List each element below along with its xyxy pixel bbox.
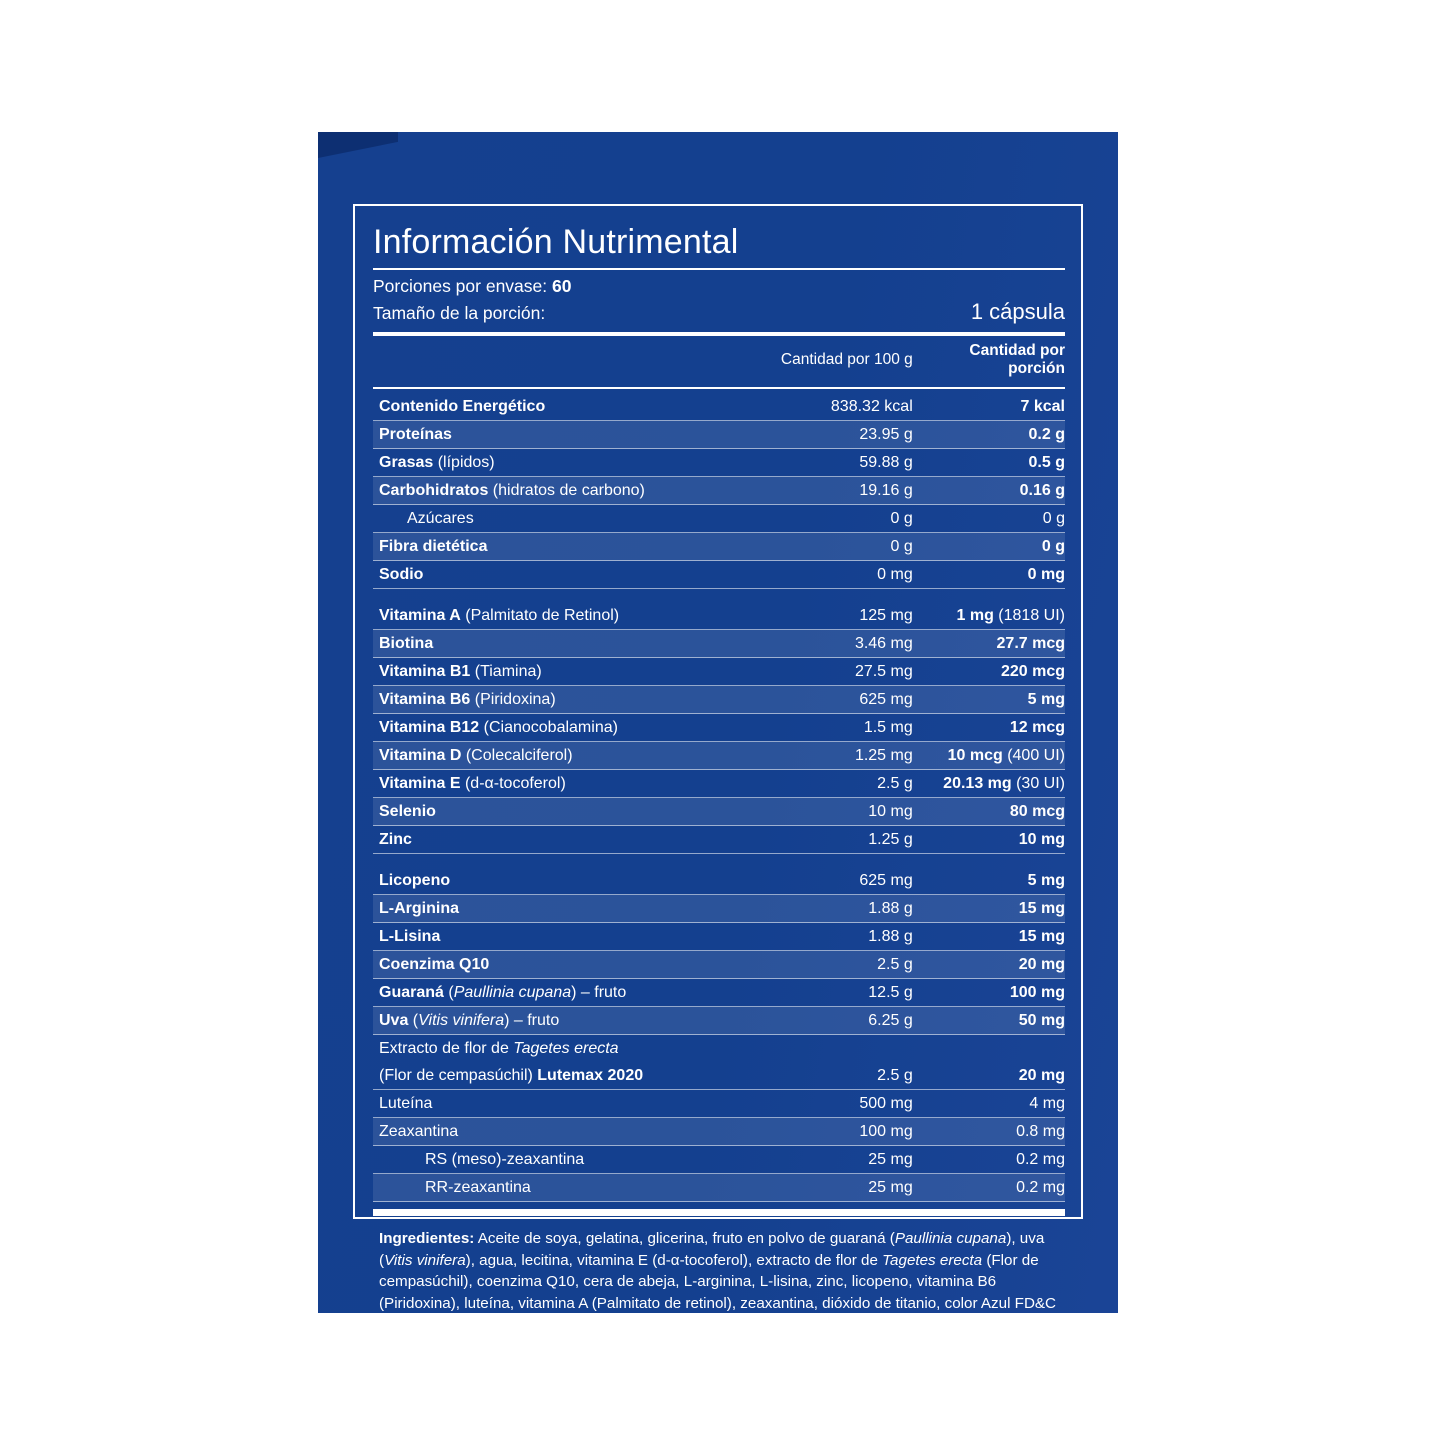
- table-row: [373, 686, 1065, 714]
- row-value-per-portion: 0.2 mg: [913, 1174, 1065, 1202]
- table-row: [373, 1118, 1065, 1146]
- row-nutrient-name: Uva (Vitis vinifera) – fruto: [373, 1007, 761, 1035]
- section-gap-1: [373, 589, 1065, 602]
- actives-table: [373, 867, 1065, 1035]
- title-divider: [373, 268, 1065, 270]
- table-row: [373, 477, 1065, 505]
- column-header-per-100g: Cantidad por 100 g: [780, 351, 913, 368]
- extract-value-per-portion: 20 mg: [913, 1062, 1065, 1090]
- table-row: [373, 533, 1065, 561]
- table-row: [373, 979, 1065, 1007]
- row-value-per-100g: 6.25 g: [761, 1007, 913, 1035]
- row-value-per-100g: 0 g: [761, 505, 913, 533]
- table-row: [373, 770, 1065, 798]
- column-header-nutrient: [373, 336, 761, 385]
- serving-size-label: Tamaño de la porción:: [373, 303, 546, 323]
- row-value-per-portion: 7 kcal: [913, 393, 1065, 421]
- extract-blank-portion: [913, 1035, 1065, 1062]
- table-row: [373, 826, 1065, 854]
- row-nutrient-name: Fibra dietética: [373, 533, 761, 561]
- row-nutrient-name: Vitamina B1 (Tiamina): [373, 658, 761, 686]
- table-row: [373, 658, 1065, 686]
- vitamins-table: [373, 602, 1065, 854]
- row-value-per-100g: 1.25 g: [761, 826, 913, 854]
- row-value-per-100g: 0 g: [761, 533, 913, 561]
- extract-title-row: [373, 1035, 1065, 1062]
- nutrition-table: [373, 336, 1065, 385]
- row-nutrient-name: Zeaxantina: [373, 1118, 761, 1146]
- table-row: [373, 602, 1065, 630]
- column-header-per-portion: Cantidad por porción: [969, 342, 1065, 377]
- servings-per-container: [373, 274, 1065, 299]
- row-value-per-portion: 0 g: [913, 533, 1065, 561]
- row-value-per-100g: 1.88 g: [761, 895, 913, 923]
- row-value-per-portion: 12 mcg: [913, 714, 1065, 742]
- row-value-per-100g: 100 mg: [761, 1118, 913, 1146]
- row-value-per-portion: 27.7 mcg: [913, 630, 1065, 658]
- row-nutrient-name: Selenio: [373, 798, 761, 826]
- extract-value-row: [373, 1062, 1065, 1090]
- table-row: [373, 742, 1065, 770]
- row-value-per-portion: 80 mcg: [913, 798, 1065, 826]
- row-nutrient-name: Proteínas: [373, 421, 761, 449]
- extract-title-line2: (Flor de cempasúchil) Lutemax 2020: [373, 1062, 761, 1090]
- servings-label: Porciones por envase:: [373, 276, 548, 296]
- ingredients-text: Aceite de soya, gelatina, glicerina, fruto en polvo de guaraná (Paullinia cupana), uva (Vitis vinifera), agua, lecitina, vitamina E (d-α-tocoferol), extracto de flor de Tagetes erecta (Flor de cempasúchil), coenzima Q10, cera de abeja, L-arginina, L-lisina, zinc, licopeno, vitamina B6 (Piridoxina), luteína, vitamina A (Palmitato de retinol), zeaxantina, dióxido de titanio, color Azul FD&C No. 1, etil vainillina, color rojo FD&C No. 40, selenio, vitamina B1 (Tiamina), biotina, vitamina B12 (Cianocobalamina), vitamina D (Colecalciferol).: [379, 1230, 1057, 1355]
- serving-size-row: [373, 299, 1065, 326]
- row-value-per-100g: 10 mg: [761, 798, 913, 826]
- row-value-per-100g: 500 mg: [761, 1090, 913, 1118]
- row-value-per-100g: 125 mg: [761, 602, 913, 630]
- extract-value-per-100g: 2.5 g: [761, 1062, 913, 1090]
- row-value-per-100g: 0 mg: [761, 561, 913, 589]
- row-value-per-100g: 3.46 mg: [761, 630, 913, 658]
- row-value-per-portion: 0.16 g: [913, 477, 1065, 505]
- row-nutrient-name: Azúcares: [373, 505, 761, 533]
- row-nutrient-name: Guaraná (Paullinia cupana) – fruto: [373, 979, 761, 1007]
- table-row: [373, 1090, 1065, 1118]
- table-row: [373, 1146, 1065, 1174]
- table-row: [373, 630, 1065, 658]
- ingredients-paragraph: [373, 1216, 1065, 1357]
- row-value-per-100g: 27.5 mg: [761, 658, 913, 686]
- row-value-per-portion: 20 mg: [913, 951, 1065, 979]
- row-value-per-portion: 220 mcg: [913, 658, 1065, 686]
- row-value-per-portion: 5 mg: [913, 867, 1065, 895]
- row-value-per-portion: 0.2 g: [913, 421, 1065, 449]
- servings-value: 60: [552, 276, 572, 296]
- row-nutrient-name: Sodio: [373, 561, 761, 589]
- row-value-per-portion: 20.13 mg (30 UI): [913, 770, 1065, 798]
- row-nutrient-name: Vitamina D (Colecalciferol): [373, 742, 761, 770]
- row-value-per-portion: 15 mg: [913, 923, 1065, 951]
- table-row: [373, 923, 1065, 951]
- row-nutrient-name: Carbohidratos (hidratos de carbono): [373, 477, 761, 505]
- row-nutrient-name: RS (meso)-zeaxantina: [373, 1146, 761, 1174]
- row-value-per-100g: 625 mg: [761, 686, 913, 714]
- row-value-per-portion: 0.8 mg: [913, 1118, 1065, 1146]
- row-nutrient-name: Contenido Energético: [373, 393, 761, 421]
- ingredients-divider: [373, 1209, 1065, 1216]
- table-row: [373, 951, 1065, 979]
- row-value-per-portion: 4 mg: [913, 1090, 1065, 1118]
- row-value-per-100g: 2.5 g: [761, 951, 913, 979]
- row-nutrient-name: Biotina: [373, 630, 761, 658]
- table-row: [373, 393, 1065, 421]
- row-value-per-100g: 25 mg: [761, 1174, 913, 1202]
- product-package-panel: [318, 132, 1118, 1355]
- table-row: [373, 1174, 1065, 1202]
- row-value-per-100g: 625 mg: [761, 867, 913, 895]
- row-value-per-portion: 10 mg: [913, 826, 1065, 854]
- row-nutrient-name: Zinc: [373, 826, 761, 854]
- row-nutrient-name: Vitamina A (Palmitato de Retinol): [373, 602, 761, 630]
- row-value-per-100g: 12.5 g: [761, 979, 913, 1007]
- table-row: [373, 421, 1065, 449]
- row-value-per-100g: 2.5 g: [761, 770, 913, 798]
- table-row: [373, 1007, 1065, 1035]
- row-nutrient-name: Grasas (lípidos): [373, 449, 761, 477]
- table-row: [373, 798, 1065, 826]
- row-nutrient-name: RR-zeaxantina: [373, 1174, 761, 1202]
- table-row: [373, 505, 1065, 533]
- row-nutrient-name: Vitamina E (d-α-tocoferol): [373, 770, 761, 798]
- row-value-per-100g: 1.5 mg: [761, 714, 913, 742]
- row-nutrient-name: Vitamina B12 (Cianocobalamina): [373, 714, 761, 742]
- row-value-per-portion: 0 mg: [913, 561, 1065, 589]
- row-nutrient-name: Coenzima Q10: [373, 951, 761, 979]
- table-header-row: [373, 336, 1065, 385]
- row-value-per-portion: 5 mg: [913, 686, 1065, 714]
- row-value-per-100g: 19.16 g: [761, 477, 913, 505]
- row-value-per-100g: 25 mg: [761, 1146, 913, 1174]
- row-nutrient-name: L-Arginina: [373, 895, 761, 923]
- row-nutrient-name: Luteína: [373, 1090, 761, 1118]
- row-value-per-portion: 0.5 g: [913, 449, 1065, 477]
- row-value-per-100g: 838.32 kcal: [761, 393, 913, 421]
- table-row: [373, 895, 1065, 923]
- row-value-per-portion: 10 mcg (400 UI): [913, 742, 1065, 770]
- extract-title-line1: Extracto de flor de Tagetes erecta: [379, 1039, 619, 1057]
- row-nutrient-name: Licopeno: [373, 867, 761, 895]
- row-value-per-portion: 50 mg: [913, 1007, 1065, 1035]
- table-row: [373, 714, 1065, 742]
- table-row: [373, 561, 1065, 589]
- row-value-per-100g: 1.25 mg: [761, 742, 913, 770]
- row-value-per-100g: 23.95 g: [761, 421, 913, 449]
- table-row: [373, 867, 1065, 895]
- nutrition-facts-panel: [353, 204, 1083, 1355]
- extract-table: [373, 1035, 1065, 1202]
- page-title: Información Nutrimental: [373, 223, 739, 261]
- extract-blank-100: [761, 1035, 913, 1062]
- row-value-per-portion: 100 mg: [913, 979, 1065, 1007]
- row-nutrient-name: L-Lisina: [373, 923, 761, 951]
- row-nutrient-name: Vitamina B6 (Piridoxina): [373, 686, 761, 714]
- row-value-per-portion: 0.2 mg: [913, 1146, 1065, 1174]
- table-row: [373, 449, 1065, 477]
- serving-size-value: 1 cápsula: [970, 299, 1065, 324]
- row-value-per-portion: 0 g: [913, 505, 1065, 533]
- row-value-per-portion: 1 mg (1818 UI): [913, 602, 1065, 630]
- row-value-per-portion: 15 mg: [913, 895, 1065, 923]
- section-gap-2: [373, 854, 1065, 867]
- columns-divider: [373, 387, 1065, 389]
- row-value-per-100g: 59.88 g: [761, 449, 913, 477]
- row-value-per-100g: 1.88 g: [761, 923, 913, 951]
- macronutrients-table: [373, 393, 1065, 589]
- ingredients-label: Ingredientes:: [379, 1230, 475, 1247]
